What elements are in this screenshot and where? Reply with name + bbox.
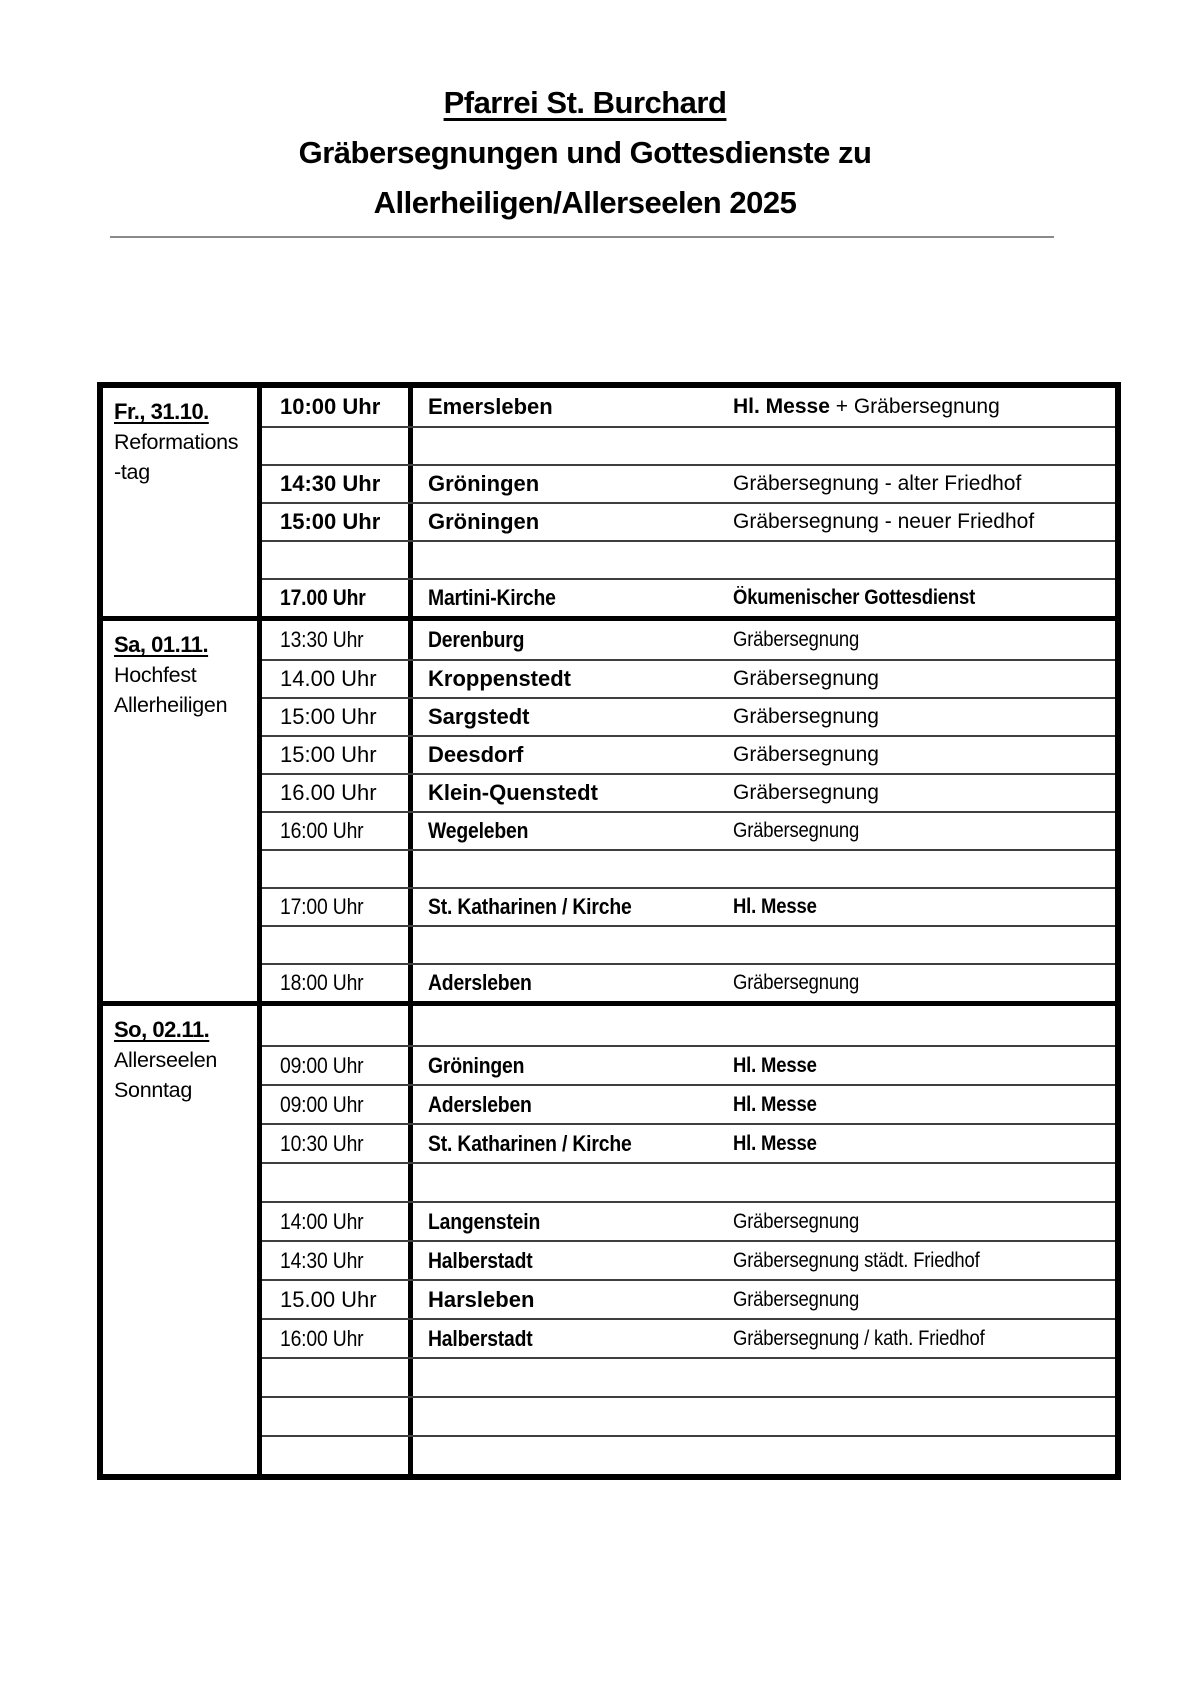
location-cell	[413, 742, 733, 768]
location-cell	[413, 894, 733, 920]
table-row	[262, 963, 1115, 1001]
time-cell	[262, 388, 413, 426]
event-strong-label: Hl. Messe	[733, 1092, 817, 1116]
time-label: 17.00 Uhr	[280, 585, 366, 610]
table-row	[262, 1318, 1115, 1357]
time-label: 09:00 Uhr	[280, 1091, 364, 1117]
table-row	[262, 1006, 1115, 1045]
event-cell	[733, 781, 1115, 805]
event-cell	[733, 971, 1115, 995]
date-subtitle: Allerheiligen	[114, 693, 228, 717]
event-label: Gräbersegnung	[733, 743, 879, 766]
event-cell	[733, 586, 1115, 610]
schedule-table	[97, 382, 1121, 1480]
location-cell	[413, 394, 733, 420]
time-cell	[262, 580, 413, 616]
event-label: Gräbersegnung	[733, 781, 879, 804]
table-row	[262, 659, 1115, 697]
location-cell	[413, 970, 733, 996]
location-cell	[413, 1053, 733, 1079]
location-cell	[413, 818, 733, 844]
event-cell	[733, 1093, 1115, 1117]
location-label: Martini-Kirche	[428, 585, 556, 610]
location-cell	[413, 1131, 733, 1157]
table-row	[262, 1279, 1115, 1318]
event-label	[733, 1132, 817, 1156]
time-cell	[262, 1242, 413, 1279]
table-row	[262, 502, 1115, 540]
event-label: Gräbersegnung	[733, 1287, 860, 1311]
time-label: 15:00 Uhr	[280, 742, 377, 767]
location-label: Deesdorf	[428, 742, 524, 767]
event-strong-label: Hl. Messe	[733, 1131, 817, 1155]
time-label: 14.00 Uhr	[280, 666, 377, 691]
event-label: Gräbersegnung städt. Friedhof	[733, 1248, 980, 1272]
table-section	[103, 1001, 1115, 1474]
time-label: 15:00 Uhr	[280, 704, 377, 729]
table-row	[262, 578, 1115, 616]
date-subtitle: Hochfest	[114, 663, 197, 687]
table-row	[262, 735, 1115, 773]
date-label: Sa, 01.11.	[114, 632, 209, 657]
event-label: Gräbersegnung	[733, 628, 860, 651]
event-label: Gräbersegnung	[733, 705, 879, 728]
location-cell	[413, 1287, 733, 1313]
date-label: Fr., 31.10.	[114, 399, 209, 424]
time-cell	[262, 1125, 413, 1162]
location-label: Langenstein	[428, 1208, 541, 1234]
table-section	[103, 616, 1115, 1001]
event-label: Gräbersegnung - neuer Friedhof	[733, 510, 1035, 533]
location-cell	[413, 1326, 733, 1352]
event-label	[733, 1054, 817, 1078]
event-cell	[733, 1132, 1115, 1156]
location-label: Halberstadt	[428, 1247, 533, 1273]
location-label: Gröningen	[428, 1052, 525, 1078]
time-cell	[262, 466, 413, 502]
event-cell	[733, 705, 1115, 729]
time-cell	[262, 504, 413, 540]
time-label: 16:00 Uhr	[280, 1325, 364, 1351]
event-cell	[733, 743, 1115, 767]
location-cell	[413, 1092, 733, 1118]
location-cell	[413, 627, 733, 653]
location-cell	[413, 780, 733, 806]
location-label: St. Katharinen / Kirche	[428, 894, 632, 919]
title-block	[113, 0, 1057, 228]
date-subtitle: Sonntag	[114, 1078, 193, 1102]
time-cell	[262, 1203, 413, 1240]
date-cell	[103, 621, 262, 1001]
time-cell	[262, 889, 413, 925]
time-cell	[262, 965, 413, 1001]
table-row	[262, 388, 1115, 426]
table-row	[262, 849, 1115, 887]
event-label	[733, 586, 975, 610]
location-label: Derenburg	[428, 627, 525, 652]
table-row	[262, 811, 1115, 849]
time-cell	[262, 1281, 413, 1318]
event-cell	[733, 1249, 1115, 1273]
event-label: Gräbersegnung	[733, 667, 879, 690]
time-label: 16.00 Uhr	[280, 780, 377, 805]
location-cell	[413, 666, 733, 692]
location-label: Wegeleben	[428, 818, 529, 843]
time-cell	[262, 661, 413, 697]
time-label: 10:00 Uhr	[280, 394, 381, 419]
time-cell	[262, 1086, 413, 1123]
table-section	[103, 388, 1115, 616]
location-label: Kroppenstedt	[428, 666, 571, 691]
table-row	[262, 773, 1115, 811]
event-label: Gräbersegnung	[733, 1209, 860, 1233]
table-row	[262, 540, 1115, 578]
section-rows	[262, 621, 1115, 1001]
event-label	[733, 1093, 817, 1117]
event-label	[733, 895, 817, 919]
time-cell	[262, 775, 413, 811]
time-cell	[262, 428, 413, 464]
event-cell	[733, 628, 1115, 652]
location-label: Klein-Quenstedt	[428, 780, 598, 805]
event-cell	[733, 395, 1115, 419]
time-cell	[262, 1006, 413, 1045]
table-row	[262, 1201, 1115, 1240]
location-cell	[413, 1209, 733, 1235]
time-cell	[262, 851, 413, 887]
event-cell	[733, 1288, 1115, 1312]
time-cell	[262, 1398, 413, 1435]
event-strong-label: Ökumenischer Gottesdienst	[733, 586, 976, 609]
time-label: 15:00 Uhr	[280, 509, 381, 534]
title-divider-rule	[110, 236, 1054, 238]
event-cell	[733, 510, 1115, 534]
time-cell	[262, 813, 413, 849]
date-cell	[103, 1006, 262, 1474]
location-label: Adersleben	[428, 1091, 532, 1117]
date-label: So, 02.11.	[114, 1017, 210, 1042]
table-row	[262, 697, 1115, 735]
event-cell	[733, 895, 1115, 919]
date-subtitle: Allerseelen	[114, 1048, 218, 1072]
time-cell	[262, 1164, 413, 1201]
table-row	[262, 1162, 1115, 1201]
location-cell	[413, 509, 733, 535]
table-row	[262, 1435, 1115, 1474]
event-cell	[733, 1054, 1115, 1078]
event-label: Gräbersegnung - alter Friedhof	[733, 472, 1022, 495]
title-line-3: Allerheiligen/Allerseelen 2025	[373, 185, 797, 220]
time-cell	[262, 1437, 413, 1474]
event-strong-label: Hl. Messe	[733, 1053, 817, 1077]
location-label: Emersleben	[428, 394, 553, 419]
time-label: 14:30 Uhr	[280, 1247, 364, 1273]
location-cell	[413, 585, 733, 611]
table-row	[262, 925, 1115, 963]
table-row	[262, 887, 1115, 925]
time-cell	[262, 1359, 413, 1396]
section-rows	[262, 388, 1115, 616]
time-label: 18:00 Uhr	[280, 970, 364, 995]
location-label: Sargstedt	[428, 704, 530, 729]
title-line-2: Gräbersegnungen und Gottesdienste zu	[298, 135, 872, 170]
event-strong-label: Hl. Messe	[733, 895, 817, 918]
table-row	[262, 1045, 1115, 1084]
table-row	[262, 1123, 1115, 1162]
location-cell	[413, 471, 733, 497]
time-cell	[262, 542, 413, 578]
time-label: 09:00 Uhr	[280, 1052, 364, 1078]
time-label: 14:00 Uhr	[280, 1208, 364, 1234]
time-label: 16:00 Uhr	[280, 818, 364, 843]
time-label: 14:30 Uhr	[280, 471, 381, 496]
event-label: Hl. Messe + Gräbersegnung	[733, 395, 1000, 418]
event-cell	[733, 1327, 1115, 1351]
location-label: St. Katharinen / Kirche	[428, 1130, 632, 1156]
time-cell	[262, 621, 413, 659]
event-label: Gräbersegnung / kath. Friedhof	[733, 1326, 985, 1350]
table-row	[262, 464, 1115, 502]
location-cell	[413, 1248, 733, 1274]
time-cell	[262, 699, 413, 735]
table-row	[262, 1240, 1115, 1279]
table-row	[262, 621, 1115, 659]
time-label: 13:30 Uhr	[280, 627, 364, 652]
location-label: Harsleben	[428, 1286, 535, 1312]
event-cell	[733, 472, 1115, 496]
event-cell	[733, 819, 1115, 843]
time-label: 10:30 Uhr	[280, 1130, 364, 1156]
date-subtitle: -tag	[114, 460, 150, 484]
location-label: Gröningen	[428, 471, 540, 496]
time-cell	[262, 1047, 413, 1084]
location-cell	[413, 704, 733, 730]
table-row	[262, 1396, 1115, 1435]
location-label: Gröningen	[428, 509, 540, 534]
event-label: Gräbersegnung	[733, 819, 860, 842]
time-cell	[262, 927, 413, 963]
section-rows	[262, 1006, 1115, 1474]
time-label: 15.00 Uhr	[280, 1286, 377, 1312]
date-cell	[103, 388, 262, 616]
parish-title: Pfarrei St. Burchard	[443, 85, 727, 120]
time-label: 17:00 Uhr	[280, 894, 364, 919]
table-row	[262, 1357, 1115, 1396]
table-row	[262, 1084, 1115, 1123]
time-cell	[262, 1320, 413, 1357]
event-label: Gräbersegnung	[733, 971, 860, 994]
location-label: Adersleben	[428, 970, 532, 995]
date-subtitle: Reformations	[114, 430, 239, 454]
event-strong-label: Hl. Messe	[733, 395, 830, 418]
time-cell	[262, 737, 413, 773]
event-cell	[733, 1210, 1115, 1234]
table-row	[262, 426, 1115, 464]
event-cell	[733, 667, 1115, 691]
location-label: Halberstadt	[428, 1325, 533, 1351]
